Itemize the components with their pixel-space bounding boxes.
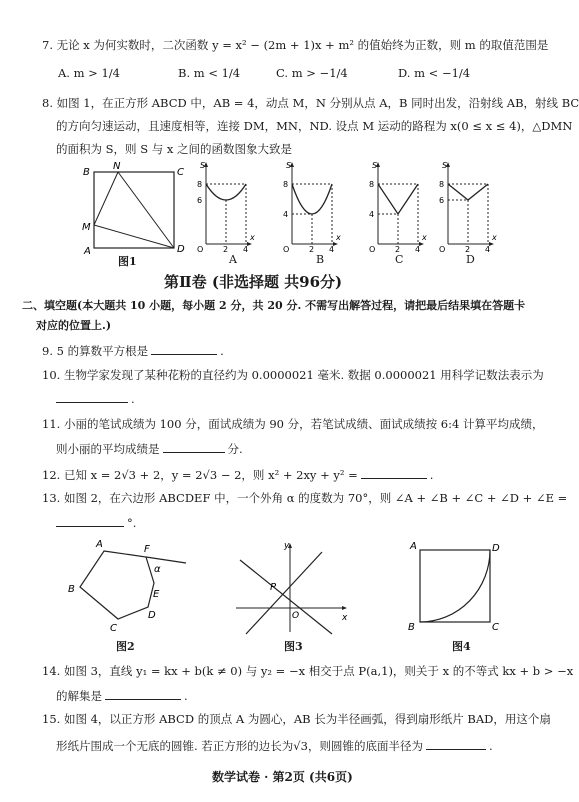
fig3-label-x: x bbox=[342, 613, 348, 623]
figure-1 bbox=[80, 160, 190, 268]
q13-answer-blank[interactable] bbox=[56, 515, 124, 527]
q15-answer-blank[interactable] bbox=[426, 738, 486, 750]
svg-text:4: 4 bbox=[369, 210, 375, 219]
section-2-heading-line2: 对应的位置上.) bbox=[36, 319, 112, 332]
graph-a-label: A bbox=[229, 253, 237, 266]
figure-4 bbox=[402, 538, 512, 632]
figure-2 bbox=[62, 535, 194, 635]
page-footer: 数学试卷 · 第2页 (共6页) bbox=[212, 770, 353, 784]
svg-text:6: 6 bbox=[197, 196, 203, 205]
svg-text:4: 4 bbox=[485, 245, 491, 254]
graph-b-label: B bbox=[316, 253, 325, 266]
graph-c-label: C bbox=[395, 253, 404, 266]
svg-text:O: O bbox=[197, 245, 204, 254]
q8-line1: 8. 如图 1，在正方形 ABCD 中，AB = 4，动点 M，N 分别从点 A，B 同时出发，沿射线 AB，射线 BC bbox=[42, 96, 579, 110]
q8-line2: 的方向匀速运动，且速度相等，连接 DM，MN，ND. 设点 M 运动的路程为 x(0 ≤ x ≤ 4)，△DMN bbox=[56, 119, 573, 133]
fig2-label-e: E bbox=[153, 589, 160, 600]
q7-stem: 7. 无论 x 为何实数时，二次函数 y = x² − (2m + 1)x + m² 的值始终为正数，则 m 的取值范围是 bbox=[42, 38, 549, 52]
fig1-label-n: N bbox=[113, 161, 121, 172]
q15-line1: 15. 如图 4，以正方形 ABCD 的顶点 A 为圆心，AB 长为半径画弧，得到扇形纸片 BAD，用这个扇 bbox=[42, 712, 551, 726]
q14-line1: 14. 如图 3，直线 y₁ = kx + b(k ≠ 0) 与 y₂ = −x 相交于点 P(a,1)，则关于 x 的不等式 kx + b > −x bbox=[42, 664, 574, 678]
fig2-label-alpha: α bbox=[154, 564, 161, 575]
svg-text:2: 2 bbox=[465, 245, 471, 254]
svg-text:x: x bbox=[422, 233, 427, 242]
q11-line1: 11. 小丽的笔试成绩为 100 分，面试成绩为 90 分，若笔试成绩、面试成绩按 6:4 计算平均成绩， bbox=[42, 417, 544, 431]
q7-option-c: C. m > −1/4 bbox=[276, 66, 348, 80]
q8-line3: 的面积为 S，则 S 与 x 之间的函数图象大致是 bbox=[56, 142, 293, 156]
svg-text:O: O bbox=[369, 245, 376, 254]
graph-d-label: D bbox=[466, 253, 475, 266]
q10-line1: 10. 生物学家发现了某种花粉的直径约为 0.0000021 毫米. 数据 0.0000021 用科学记数法表示为 bbox=[42, 368, 544, 382]
fig3-label-y: y bbox=[284, 541, 290, 551]
fig2-label-d: D bbox=[148, 610, 156, 621]
graph-option-a bbox=[192, 160, 254, 252]
q10-answer-blank[interactable] bbox=[56, 391, 128, 403]
svg-text:S: S bbox=[372, 161, 378, 170]
fig3-label-o: O bbox=[292, 611, 300, 621]
q14-line2: 的解集是 . bbox=[56, 689, 188, 703]
fig2-label-a: A bbox=[96, 539, 103, 550]
fig1-label-m: M bbox=[82, 222, 91, 233]
q7-option-b: B. m < 1/4 bbox=[178, 66, 241, 80]
svg-text:2: 2 bbox=[223, 245, 229, 254]
fig1-label-a: A bbox=[84, 246, 91, 257]
fig1-label-c: C bbox=[177, 167, 184, 178]
q12: 12. 已知 x = 2√3 + 2，y = 2√3 − 2，则 x² + 2xy + y² = . bbox=[42, 468, 434, 482]
svg-text:S: S bbox=[200, 161, 206, 170]
svg-text:6: 6 bbox=[439, 196, 445, 205]
section-2-heading-line1: 二、填空题(本大题共 10 小题，每小题 2 分，共 20 分. 不需写出解答过程，请把最后结果填在答题卡 bbox=[22, 299, 526, 312]
q10-line2: . bbox=[56, 391, 135, 407]
q11-answer-blank[interactable] bbox=[163, 441, 225, 453]
fig3-caption: 图3 bbox=[284, 640, 303, 653]
svg-text:4: 4 bbox=[283, 210, 289, 219]
svg-text:S: S bbox=[286, 161, 292, 170]
fig3-label-p: P bbox=[270, 582, 277, 593]
fig1-label-d: D bbox=[177, 244, 185, 255]
q13-line1: 13. 如图 2，在六边形 ABCDEF 中，一个外角 α 的度数为 70°，则 ∠A + ∠B + ∠C + ∠D + ∠E = bbox=[42, 491, 568, 505]
svg-text:4: 4 bbox=[329, 245, 335, 254]
graph-option-c bbox=[364, 160, 426, 252]
q7-option-d: D. m < −1/4 bbox=[398, 66, 471, 80]
svg-text:x: x bbox=[492, 233, 497, 242]
fig4-caption: 图4 bbox=[452, 640, 471, 653]
fig2-label-f: F bbox=[144, 544, 150, 555]
svg-text:8: 8 bbox=[439, 180, 445, 189]
fig4-label-d: D bbox=[492, 543, 500, 554]
q15-line2: 形纸片围成一个无底的圆锥. 若正方形的边长为√3，则圆锥的底面半径为 . bbox=[56, 739, 493, 753]
graph-option-b bbox=[278, 160, 340, 252]
fig2-label-b: B bbox=[68, 584, 75, 595]
fig4-label-c: C bbox=[492, 622, 499, 633]
svg-text:8: 8 bbox=[197, 180, 203, 189]
svg-text:O: O bbox=[283, 245, 290, 254]
svg-text:8: 8 bbox=[369, 180, 375, 189]
fig1-label-b: B bbox=[83, 167, 90, 178]
svg-text:8: 8 bbox=[283, 180, 289, 189]
q11-line2: 则小丽的平均成绩是 分. bbox=[56, 442, 243, 456]
svg-text:S: S bbox=[442, 161, 448, 170]
q14-answer-blank[interactable] bbox=[105, 688, 181, 700]
svg-text:x: x bbox=[336, 233, 341, 242]
svg-text:x: x bbox=[250, 233, 255, 242]
svg-text:2: 2 bbox=[395, 245, 401, 254]
svg-text:4: 4 bbox=[415, 245, 421, 254]
fig2-caption: 图2 bbox=[116, 640, 135, 653]
q9-answer-blank[interactable] bbox=[151, 343, 217, 355]
graph-option-d bbox=[434, 160, 496, 252]
svg-text:O: O bbox=[439, 245, 446, 254]
q9: 9. 5 的算数平方根是 . bbox=[42, 344, 224, 358]
figure-3 bbox=[232, 538, 352, 636]
svg-text:4: 4 bbox=[243, 245, 249, 254]
q7-option-a: A. m > 1/4 bbox=[58, 66, 120, 80]
fig4-label-a: A bbox=[410, 541, 417, 552]
svg-text:2: 2 bbox=[309, 245, 315, 254]
q13-line2: °. bbox=[56, 515, 136, 531]
q12-answer-blank[interactable] bbox=[361, 467, 427, 479]
section-2-title: 第Ⅱ卷 (非选择题 共96分) bbox=[164, 273, 343, 291]
fig2-label-c: C bbox=[110, 623, 117, 634]
fig1-caption: 图1 bbox=[118, 255, 137, 268]
fig4-label-b: B bbox=[408, 622, 415, 633]
